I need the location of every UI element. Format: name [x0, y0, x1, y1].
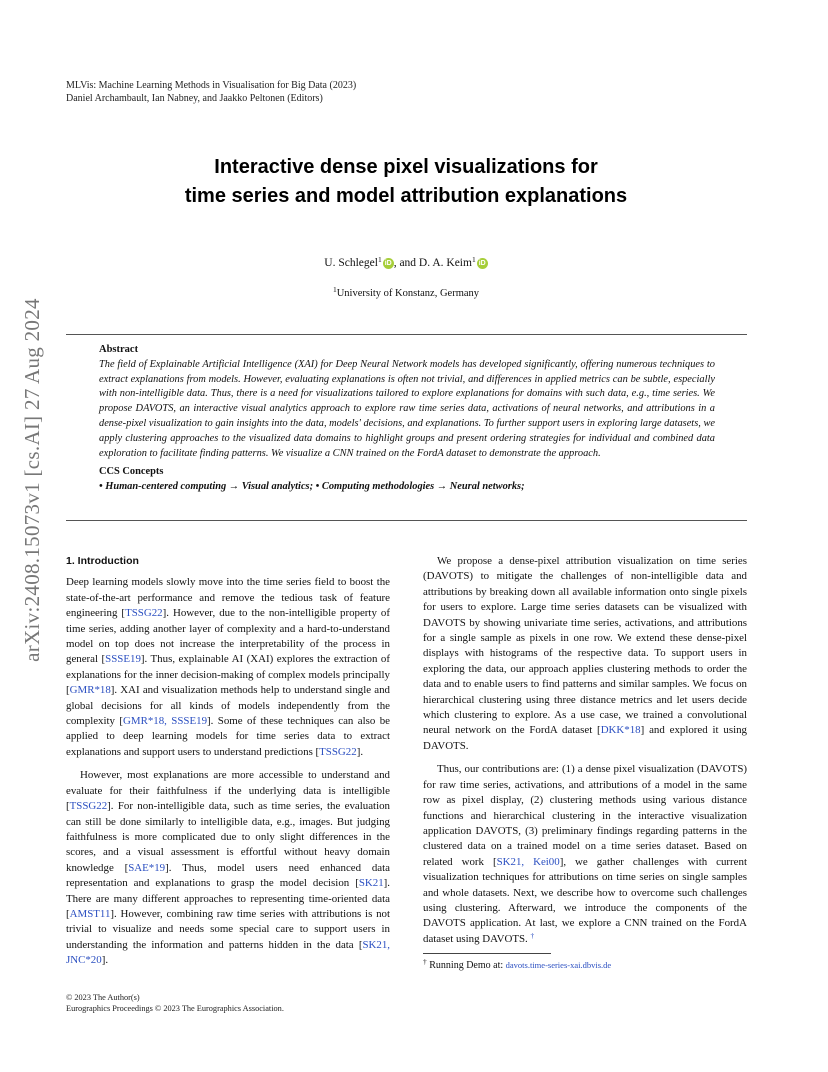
ccs-heading: CCS Concepts [99, 466, 164, 478]
title-line-1: Interactive dense pixel visualizations for [214, 156, 598, 178]
copyright-notice [66, 992, 284, 1014]
citation-link[interactable]: SAE*19 [128, 861, 166, 874]
paragraph: However, most explanations are more accessible to understand and evaluate for their faithfulness if the underlying data is intelligible [TSSG22]. For non-intelligible data, such as time series, the evaluation can still be done similarly to intelligible data, e.g., images. But judging faithfulness is more complicated due to only slight differences in the scores, and a visual assessment is effortful without heavy domain knowledge [SAE*19]. Thus, model users need enhanced data representation and explanations to grasp the model decision [SK21]. There are many different approaches to representing time-oriented data [AMST11]. However, combining raw time series with attributions is not trivial to visualize and needs some special care to support users in understanding the information and patterns hidden in the data [SK21, JNC*20]. [66, 769, 390, 967]
author-list [0, 257, 812, 269]
author-separator: , and [393, 257, 419, 269]
paragraph: Thus, our contributions are: (1) a dense pixel visualization (DAVOTS) for raw time series, activations, and attributions of a model in the same row as pixel display, (2) clustering methods using various distance functions and hierarchical clustering in the interactive visualization application DAVOTS, (3) preliminary findings regarding patterns in the clustered data on a trained model on a time series dataset. Based on related work [SK21, Kei00], we gather challenges with current visualization techniques for attributions on time series on single samples and whole datasets. Next, we describe how to overcome such challenges using clustering. Afterward, we introduce the components of the DAVOTS application. At last, we explore a CNN trained on the FordA dataset using DAVOTS. † [423, 763, 747, 945]
right-column [423, 554, 747, 955]
paragraph: Deep learning models slowly move into the time series field to boost the state-of-the-art performance and remove the tedious task of feature engineering [TSSG22]. However, due to the non-intelligible property of time series, adding another layer of complexity and a hard-to-understand model on top does not increase the interpretability of the process in general [SSSE19]. Thus, explainable AI (XAI) explores the extraction of explanations for the inner decision-making of complex models principally [GMR*18]. XAI and visualization methods help to understand single and global decisions for all kinds of models independently from the complexity [GMR*18, SSSE19]. Some of these techniques can also be applied to deep learning models for time series data to extract explanations and support users to understand predictions [TSSG22]. [66, 576, 390, 758]
arxiv-identifier: arXiv:2408.15073v1 [cs.AI] 27 Aug 2024 [20, 298, 44, 662]
venue-line-2: Daniel Archambault, Ian Nabney, and Jaakko Peltonen (Editors) [66, 93, 323, 104]
footnote-mark: † [423, 957, 427, 966]
left-column [66, 554, 390, 977]
citation-link[interactable]: SK21, Kei00 [496, 855, 560, 868]
venue-header [66, 79, 356, 105]
citation-link[interactable]: TSSG22 [125, 607, 163, 620]
abstract-divider [66, 520, 747, 521]
demo-link[interactable]: davots.time-series-xai.dbvis.de [505, 960, 612, 970]
paper-title [100, 153, 712, 211]
orcid-icon[interactable]: iD [478, 260, 486, 267]
abstract-text: The field of Explainable Artificial Intelligence (XAI) for Deep Neural Network models has developed significantly, offering numerous techniques to extract explanations from models. However, evaluating explanations is often not trivial, and differences in applied metrics can be subtle, especially with non-intelligible data. Thus, there is a need for visualizations tailored to explore explanations for domains with such data, e.g., time series. We propose DAVOTS, an interactive visual analytics approach to explore raw time series data, activations of neural networks, and attributions in a dense-pixel visualization to gain insights into the data, models' decisions, and explanations. To further support users in exploring large datasets, we apply clustering approaches to the visualized data domains to highlight groups and present ordering strategies for individual and combined data exploration to facilitate finding patterns. We visualize a CNN trained on the FordA dataset to demonstrate the approach. [99, 358, 715, 459]
footnote [423, 957, 612, 971]
affiliation-mark: 1 [332, 285, 337, 294]
top-divider [66, 334, 747, 335]
citation-link[interactable]: GMR*18 [69, 684, 111, 697]
citation-link[interactable]: SSSE19 [105, 653, 141, 666]
footnote-divider [423, 953, 551, 954]
copyright-line-2: Eurographics Proceedings © 2023 The Eurographics Association. [66, 1004, 284, 1013]
copyright-line-1: © 2023 The Author(s) [66, 993, 140, 1002]
author-name: U. Schlegel [324, 257, 378, 269]
affiliation-mark: 1 [377, 255, 382, 264]
abstract-section [99, 343, 715, 495]
citation-link[interactable]: AMST11 [69, 907, 111, 920]
abstract-heading: Abstract [99, 344, 139, 355]
footnote-label: Running Demo at: [429, 960, 506, 971]
author-name: D. A. Keim [418, 257, 472, 269]
citation-link[interactable]: TSSG22 [69, 800, 108, 813]
paragraph: We propose a dense-pixel attribution visualization on time series (DAVOTS) to mitigate the challenges of non-intelligible data and attributions by breaking down all available information onto single pixels for users to explore. Large time series datasets can be visualized with DAVOTS by showing univariate time series, activations, and attributions for a single sample as pixels in one row. We extend these dense-pixel displays with histograms of the respective data. To support users in exploring the data, our approach applies clustering methods to order the data and to enable users to find patterns and similar samples. We focus on hierarchical clustering using three distance metrics and let users decide which clustering to explore. As a use case, we trained a convolutional neural network on the FordA dataset [DKK*18] and explored it using DAVOTS. [423, 555, 747, 752]
citation-link[interactable]: DKK*18 [600, 724, 641, 737]
affiliation [0, 285, 812, 299]
footnote-mark[interactable]: † [530, 930, 535, 940]
citation-link[interactable]: TSSG22 [319, 745, 357, 758]
title-line-2: time series and model attribution explanations [184, 185, 628, 207]
section-heading: 1. Introduction [66, 555, 139, 567]
affiliation-text: University of Konstanz, Germany [336, 288, 480, 299]
citation-link[interactable]: SK21 [358, 877, 384, 890]
venue-line-1: MLVis: Machine Learning Methods in Visualisation for Big Data (2023) [66, 80, 357, 91]
citation-link[interactable]: GMR*18, SSSE19 [123, 715, 208, 728]
affiliation-mark: 1 [471, 255, 476, 264]
citation-link[interactable]: SK21, JNC*20 [66, 938, 390, 967]
orcid-icon[interactable]: iD [384, 260, 392, 267]
ccs-concepts: • Human-centered computing → Visual analytics; • Computing methodologies → Neural networks; [99, 481, 525, 493]
